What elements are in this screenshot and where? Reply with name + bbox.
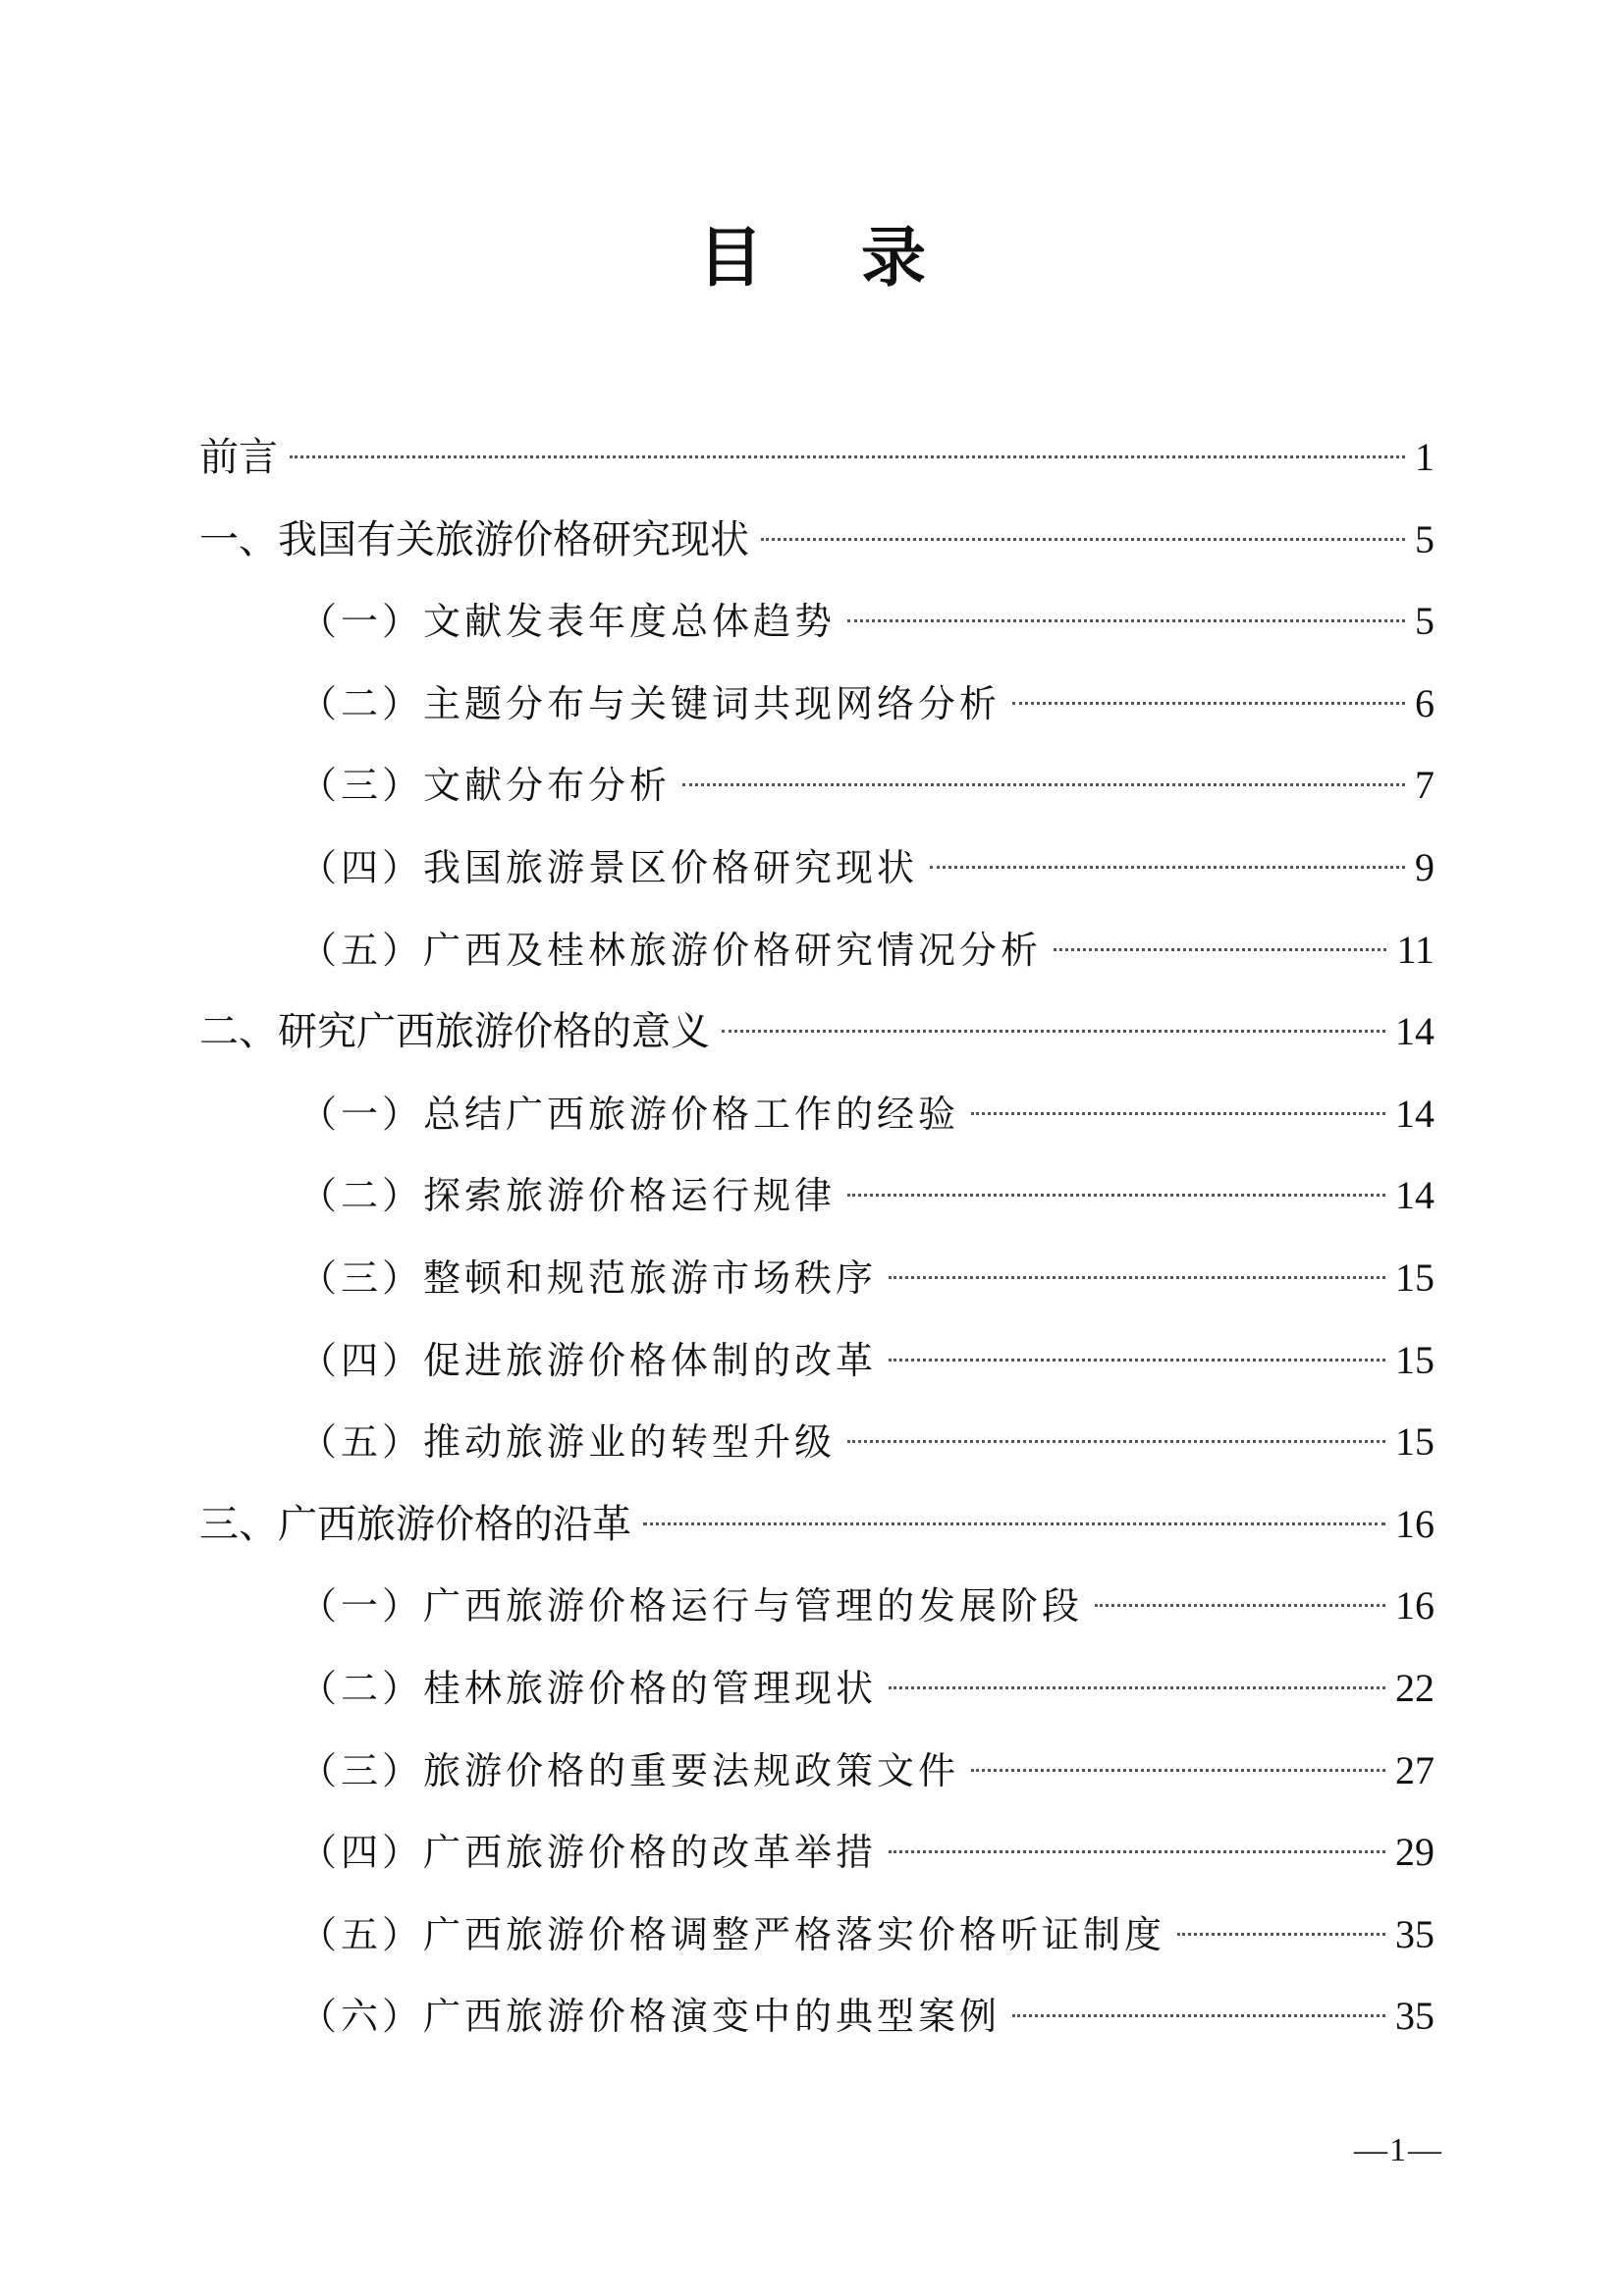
toc-dot-leader [643,1522,1385,1525]
toc-section-entry[interactable] [199,1413,1435,1495]
toc-dot-leader [930,866,1405,869]
toc-section-entry[interactable] [199,1659,1435,1741]
table-of-contents [199,428,1435,2069]
toc-section-entry[interactable] [199,1823,1435,1905]
page-title [0,208,1624,306]
toc-dot-leader [847,619,1405,622]
toc-entry-title: 一、我国有关旅游价格研究现状 [199,516,749,562]
toc-entry-title: 前言 [199,435,278,480]
toc-section-entry[interactable] [199,1085,1435,1167]
page-title-char-1: 目 [698,219,763,295]
page-title-char-2: 录 [861,219,926,295]
toc-section-entry[interactable] [199,1331,1435,1414]
toc-dot-leader [971,1769,1385,1772]
toc-entry-title: 二、研究广西旅游价格的意义 [199,1009,710,1055]
toc-entry-page-number: 5 [1415,516,1435,561]
page-number: —1— [1354,2132,1443,2168]
toc-entry-title: （一）广西旅游价格运行与管理的发展阶段 [299,1584,1084,1629]
toc-entry-page-number: 15 [1395,1337,1435,1382]
toc-entry-title: （五）推动旅游业的转型升级 [299,1420,837,1465]
toc-section-entry[interactable] [199,592,1435,674]
toc-entry-page-number: 9 [1415,844,1435,889]
toc-dot-leader [889,1686,1385,1689]
toc-entry-title: （五）广西旅游价格调整严格落实价格听证制度 [299,1912,1166,1956]
toc-entry-title: （六）广西旅游价格演变中的典型案例 [299,1995,1001,2039]
toc-entry-title: （一）总结广西旅游价格工作的经验 [299,1092,960,1136]
toc-entry-title: （五）广西及桂林旅游价格研究情况分析 [299,928,1043,972]
toc-dot-leader [290,455,1405,458]
toc-entry-page-number: 14 [1395,1091,1435,1136]
toc-entry-page-number: 6 [1415,680,1435,725]
toc-section-entry[interactable] [199,674,1435,757]
toc-entry-page-number: 14 [1395,1009,1435,1054]
toc-entry-title: （三）旅游价格的重要法规政策文件 [299,1748,960,1792]
toc-section-entry[interactable] [199,838,1435,921]
toc-chapter-entry[interactable] [199,1002,1435,1085]
toc-entry-page-number: 7 [1415,763,1435,808]
toc-entry-title: （四）我国旅游景区价格研究现状 [299,845,919,889]
toc-dot-leader [1095,1604,1385,1607]
toc-entry-page-number: 15 [1395,1419,1435,1465]
toc-entry-page-number: 14 [1395,1173,1435,1218]
toc-section-entry[interactable] [199,1905,1435,1988]
toc-entry-page-number: 27 [1395,1747,1435,1792]
toc-section-entry[interactable] [199,1166,1435,1249]
toc-dot-leader [1177,1933,1385,1936]
toc-entry-title: （二）桂林旅游价格的管理现状 [299,1666,878,1710]
toc-entry-page-number: 35 [1395,1911,1435,1956]
toc-entry-title: （三）文献分布分析 [299,764,672,808]
toc-section-entry[interactable] [199,756,1435,838]
toc-dot-leader [1054,948,1386,951]
toc-dot-leader [889,1850,1385,1853]
toc-entry-title: （四）广西旅游价格的改革举措 [299,1831,878,1875]
toc-entry-page-number: 16 [1395,1501,1435,1546]
toc-entry-page-number: 22 [1395,1665,1435,1710]
toc-entry-title: 三、广西旅游价格的沿革 [199,1501,631,1547]
toc-section-entry[interactable] [199,1576,1435,1659]
toc-dot-leader [847,1194,1385,1197]
toc-chapter-entry[interactable] [199,428,1435,510]
toc-dot-leader [722,1030,1385,1033]
toc-entry-title: （二）探索旅游价格运行规律 [299,1174,837,1218]
toc-section-entry[interactable] [199,1249,1435,1331]
toc-entry-page-number: 1 [1415,435,1435,479]
toc-entry-page-number: 16 [1395,1583,1435,1629]
toc-entry-page-number: 35 [1395,1994,1435,2039]
toc-dot-leader [889,1359,1385,1362]
toc-dot-leader [761,538,1405,541]
toc-entry-title: （三）整顿和规范旅游市场秩序 [299,1255,878,1300]
toc-entry-title: （四）促进旅游价格体制的改革 [299,1338,878,1382]
toc-entry-page-number: 11 [1396,927,1435,972]
toc-dot-leader [847,1440,1385,1443]
toc-dot-leader [971,1112,1385,1115]
toc-chapter-entry[interactable] [199,1495,1435,1577]
toc-dot-leader [1012,2014,1385,2017]
toc-entry-title: （二）主题分布与关键词共现网络分析 [299,681,1001,725]
toc-entry-title: （一）文献发表年度总体趋势 [299,600,837,644]
toc-chapter-entry[interactable] [199,510,1435,593]
toc-section-entry[interactable] [199,921,1435,1003]
toc-dot-leader [889,1276,1385,1279]
toc-entry-page-number: 5 [1415,599,1435,644]
toc-dot-leader [1012,702,1405,705]
toc-entry-page-number: 29 [1395,1830,1435,1875]
toc-section-entry[interactable] [199,1987,1435,2069]
toc-dot-leader [682,783,1405,786]
toc-entry-page-number: 15 [1395,1255,1435,1300]
toc-section-entry[interactable] [199,1741,1435,1824]
